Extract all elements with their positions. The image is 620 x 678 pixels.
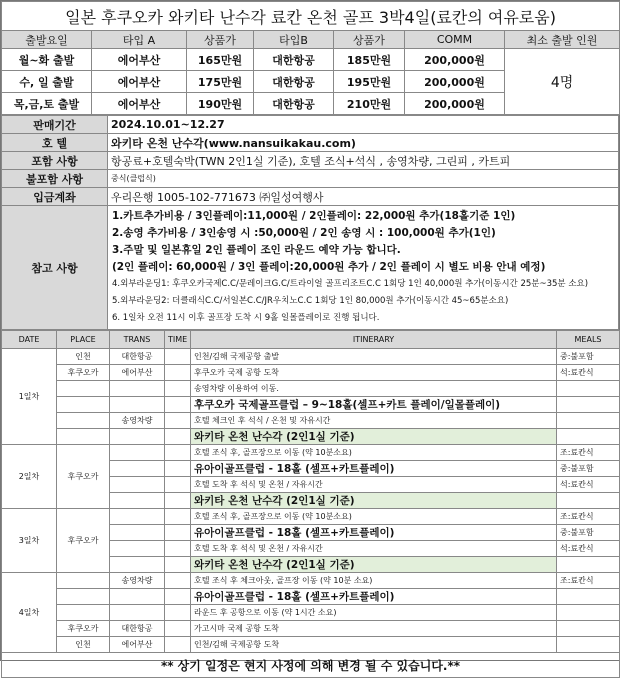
place xyxy=(57,605,110,621)
meal: 석:료칸식 xyxy=(557,541,620,557)
meal: 중:불포함 xyxy=(557,525,620,541)
itinerary-text: 후쿠오카 국제골프클럽 – 9~18홀(셀프+카트 플레이/일몰플레이) xyxy=(191,397,557,413)
itinerary-row xyxy=(2,397,620,413)
price-b: 185만원 xyxy=(334,49,405,71)
itinerary-text: 송영차량 이용하여 이동. xyxy=(191,381,557,397)
time xyxy=(165,509,191,525)
info-table xyxy=(1,115,619,330)
itinerary-text: 가고시마 국제 공항 도착 xyxy=(191,621,557,637)
info-value: 와키타 온천 난수각(www.nansuikakau.com) xyxy=(108,134,619,152)
transport: 송영차량 xyxy=(110,413,165,429)
note-line: (2인 플레이: 60,000원 / 3인 플레이:20,000원 추가 / 2인 플레이 시 별도 비용 안내 예정) xyxy=(112,261,546,273)
col-header: 출발요일 xyxy=(2,31,92,49)
time xyxy=(165,429,191,445)
departure-day: 월~화 출발 xyxy=(2,49,92,71)
itinerary-text: 유아이골프클럽 - 18홀 (셀프+카트플레이) xyxy=(191,525,557,541)
col-header: PLACE xyxy=(57,331,110,349)
info-label: 불포함 사항 xyxy=(2,170,108,188)
page-title: 일본 후쿠오카 와키타 난수각 료칸 온천 골프 3박4일(료칸의 여유로움) xyxy=(2,2,620,31)
itinerary-text: 유아이골프클럽 - 18홀 (셀프+카트플레이) xyxy=(191,589,557,605)
day-label: 3일차 xyxy=(2,509,57,573)
itinerary-text: 호텔 도착 후 석식 및 온천 / 자유시간 xyxy=(191,477,557,493)
itinerary-row xyxy=(2,589,620,605)
price-a: 175만원 xyxy=(187,71,254,93)
info-label: 포함 사항 xyxy=(2,152,108,170)
meal xyxy=(557,557,620,573)
col-header: TIME xyxy=(165,331,191,349)
col-header: MEALS xyxy=(557,331,620,349)
transport xyxy=(110,525,165,541)
airline-b: 대한항공 xyxy=(254,71,334,93)
place: 인천 xyxy=(57,349,110,365)
transport: 에어부산 xyxy=(110,365,165,381)
meal: 조:료칸식 xyxy=(557,445,620,461)
meal: 석:료칸식 xyxy=(557,365,620,381)
time xyxy=(165,365,191,381)
commission: 200,000원 xyxy=(405,93,505,115)
transport xyxy=(110,445,165,461)
meal: 석:료칸식 xyxy=(557,477,620,493)
info-value: 항공료+호텔숙박(TWN 2인1실 기준), 호텔 조식+석식 , 송영차량, 그린피 , 카트피 xyxy=(108,152,619,170)
itinerary-body xyxy=(2,349,620,653)
airline-b: 대한항공 xyxy=(254,93,334,115)
info-row xyxy=(2,188,619,206)
meal xyxy=(557,429,620,445)
info-label: 호 텔 xyxy=(2,134,108,152)
transport: 대한항공 xyxy=(110,349,165,365)
itinerary-text: 호텔 도착 후 석식 및 온천 / 자유시간 xyxy=(191,541,557,557)
info-label: 입금계좌 xyxy=(2,188,108,206)
time xyxy=(165,349,191,365)
place: 인천 xyxy=(57,637,110,653)
time xyxy=(165,541,191,557)
itinerary-text: 와키타 온천 난수각 (2인1실 기준) xyxy=(191,557,557,573)
time xyxy=(165,477,191,493)
time xyxy=(165,637,191,653)
meal xyxy=(557,637,620,653)
itinerary-text: 호텔 조식 후, 골프장으로 이동 (약 10분소요) xyxy=(191,509,557,525)
itinerary-text: 와키타 온천 난수각 (2인1실 기준) xyxy=(191,429,557,445)
info-row xyxy=(2,116,619,134)
col-header: 타입 A xyxy=(92,31,187,49)
info-value: 2024.10.01~12.27 xyxy=(108,116,619,134)
notes-label: 참고 사항 xyxy=(2,206,108,330)
time xyxy=(165,573,191,589)
place: 후쿠오카 xyxy=(57,365,110,381)
transport: 에어부산 xyxy=(110,637,165,653)
place xyxy=(57,381,110,397)
itinerary-table xyxy=(1,330,620,678)
itinerary-row xyxy=(2,445,620,461)
info-row xyxy=(2,134,619,152)
day-label: 2일차 xyxy=(2,445,57,509)
itinerary-row xyxy=(2,429,620,445)
place xyxy=(57,397,110,413)
col-header: ITINERARY xyxy=(191,331,557,349)
airline-a: 에어부산 xyxy=(92,71,187,93)
itinerary-text: 호텔 조식 후 체크아웃, 골프장 이동 (약 10분 소요) xyxy=(191,573,557,589)
price-a: 165만원 xyxy=(187,49,254,71)
itinerary-text: 인천/김해 국제공항 출발 xyxy=(191,349,557,365)
info-row xyxy=(2,170,619,188)
min-people: 4명 xyxy=(505,49,620,115)
itinerary-text: 호텔 조식 후, 골프장으로 이동 (약 10분소요) xyxy=(191,445,557,461)
footer-note: ** 상기 일정은 현지 사정에 의해 변경 될 수 있습니다.** xyxy=(2,653,620,678)
commission: 200,000원 xyxy=(405,71,505,93)
col-header: COMM xyxy=(405,31,505,49)
airline-a: 에어부산 xyxy=(92,49,187,71)
transport xyxy=(110,429,165,445)
time xyxy=(165,381,191,397)
place: 후쿠오카 xyxy=(57,445,110,509)
note-line: 5.외부라운딩2: 더클래식C.C/서일본C.C/JR우치노C.C 1회당 1인 80,000원 추가(이동시간 45~65분소요) xyxy=(112,296,509,306)
itinerary-row xyxy=(2,413,620,429)
notes-row xyxy=(2,206,619,330)
transport xyxy=(110,541,165,557)
itinerary-text: 와키타 온천 난수각 (2인1실 기준) xyxy=(191,493,557,509)
info-label: 판매기간 xyxy=(2,116,108,134)
meal xyxy=(557,589,620,605)
itinerary-header-row xyxy=(2,331,620,349)
meal xyxy=(557,605,620,621)
itinerary-text: 인천/김해 국제공항 도착 xyxy=(191,637,557,653)
itinerary-text: 유아이골프클럽 - 18홀 (셀프+카트플레이) xyxy=(191,461,557,477)
place xyxy=(57,573,110,589)
transport xyxy=(110,493,165,509)
itinerary-row xyxy=(2,381,620,397)
transport xyxy=(110,477,165,493)
day-label: 1일차 xyxy=(2,349,57,445)
meal xyxy=(557,413,620,429)
col-header: TRANS xyxy=(110,331,165,349)
itinerary-row xyxy=(2,365,620,381)
header-table xyxy=(1,1,620,115)
meal: 조:료칸식 xyxy=(557,573,620,589)
time xyxy=(165,621,191,637)
col-header: DATE xyxy=(2,331,57,349)
note-line: 1.카트추가비용 / 3인플레이:11,000원 / 2인플레이: 22,000원 추가(18홀기준 1인) xyxy=(112,210,516,222)
place: 후쿠오카 xyxy=(57,621,110,637)
transport xyxy=(110,381,165,397)
time xyxy=(165,397,191,413)
place xyxy=(57,413,110,429)
meal: 중:불포함 xyxy=(557,349,620,365)
meal xyxy=(557,493,620,509)
time xyxy=(165,605,191,621)
price-a: 190만원 xyxy=(187,93,254,115)
itinerary-row xyxy=(2,349,620,365)
col-header: 최소 출발 인원 xyxy=(505,31,620,49)
itinerary-row xyxy=(2,637,620,653)
col-header: 타입B xyxy=(254,31,334,49)
transport xyxy=(110,605,165,621)
itinerary-row xyxy=(2,509,620,525)
meal xyxy=(557,621,620,637)
note-line: 4.외부라운딩1: 후쿠오카국제C.C/문레이크G.C/트라이얼 골프리조트C.C 1회당 1인 40,000원 추가(이동시간 25분~35분 소요) xyxy=(112,279,589,289)
notes-cell xyxy=(108,206,619,330)
time xyxy=(165,525,191,541)
transport: 대한항공 xyxy=(110,621,165,637)
meal xyxy=(557,397,620,413)
note-line: 6. 1일차 오전 11시 이후 골프장 도착 시 9홀 일몰플레이로 진행 됩니다. xyxy=(112,313,380,323)
place: 후쿠오카 xyxy=(57,509,110,573)
itinerary-text: 후쿠오카 국제 공항 도착 xyxy=(191,365,557,381)
itinerary-row xyxy=(2,573,620,589)
departure-day: 목,금,토 출발 xyxy=(2,93,92,115)
departure-day: 수, 일 출발 xyxy=(2,71,92,93)
meal: 조:료칸식 xyxy=(557,509,620,525)
meal xyxy=(557,381,620,397)
price-b: 210만원 xyxy=(334,93,405,115)
time xyxy=(165,461,191,477)
transport xyxy=(110,557,165,573)
place xyxy=(57,589,110,605)
meal: 중:불포함 xyxy=(557,461,620,477)
itinerary-text: 라운드 후 공항으로 이동 (약 1시간 소요) xyxy=(191,605,557,621)
day-label: 4일차 xyxy=(2,573,57,653)
transport: 송영차량 xyxy=(110,573,165,589)
transport xyxy=(110,397,165,413)
transport xyxy=(110,509,165,525)
price-header-row xyxy=(2,31,620,49)
itinerary-row xyxy=(2,605,620,621)
time xyxy=(165,413,191,429)
time xyxy=(165,589,191,605)
transport xyxy=(110,461,165,477)
time xyxy=(165,493,191,509)
itinerary-row xyxy=(2,621,620,637)
note-line: 3.주말 및 일본휴일 2인 플레이 조인 라운드 예약 가능 합니다. xyxy=(112,244,401,256)
itinerary-text: 호텔 체크인 후 석식 / 온천 및 자유시간 xyxy=(191,413,557,429)
commission: 200,000원 xyxy=(405,49,505,71)
info-value: 중식(클럽식) xyxy=(108,170,619,188)
info-value: 우리은행 1005-102-771673 ㈜일성여행사 xyxy=(108,188,619,206)
price-b: 195만원 xyxy=(334,71,405,93)
info-row xyxy=(2,152,619,170)
col-header: 상품가 xyxy=(187,31,254,49)
transport xyxy=(110,589,165,605)
time xyxy=(165,557,191,573)
place xyxy=(57,429,110,445)
time xyxy=(165,445,191,461)
price-row xyxy=(2,49,620,71)
airline-a: 에어부산 xyxy=(92,93,187,115)
airline-b: 대한항공 xyxy=(254,49,334,71)
col-header: 상품가 xyxy=(334,31,405,49)
note-line: 2.송영 추가비용 / 3인송영 시 :50,000원 / 2인 송영 시 : 100,000원 추가(1인) xyxy=(112,227,496,239)
